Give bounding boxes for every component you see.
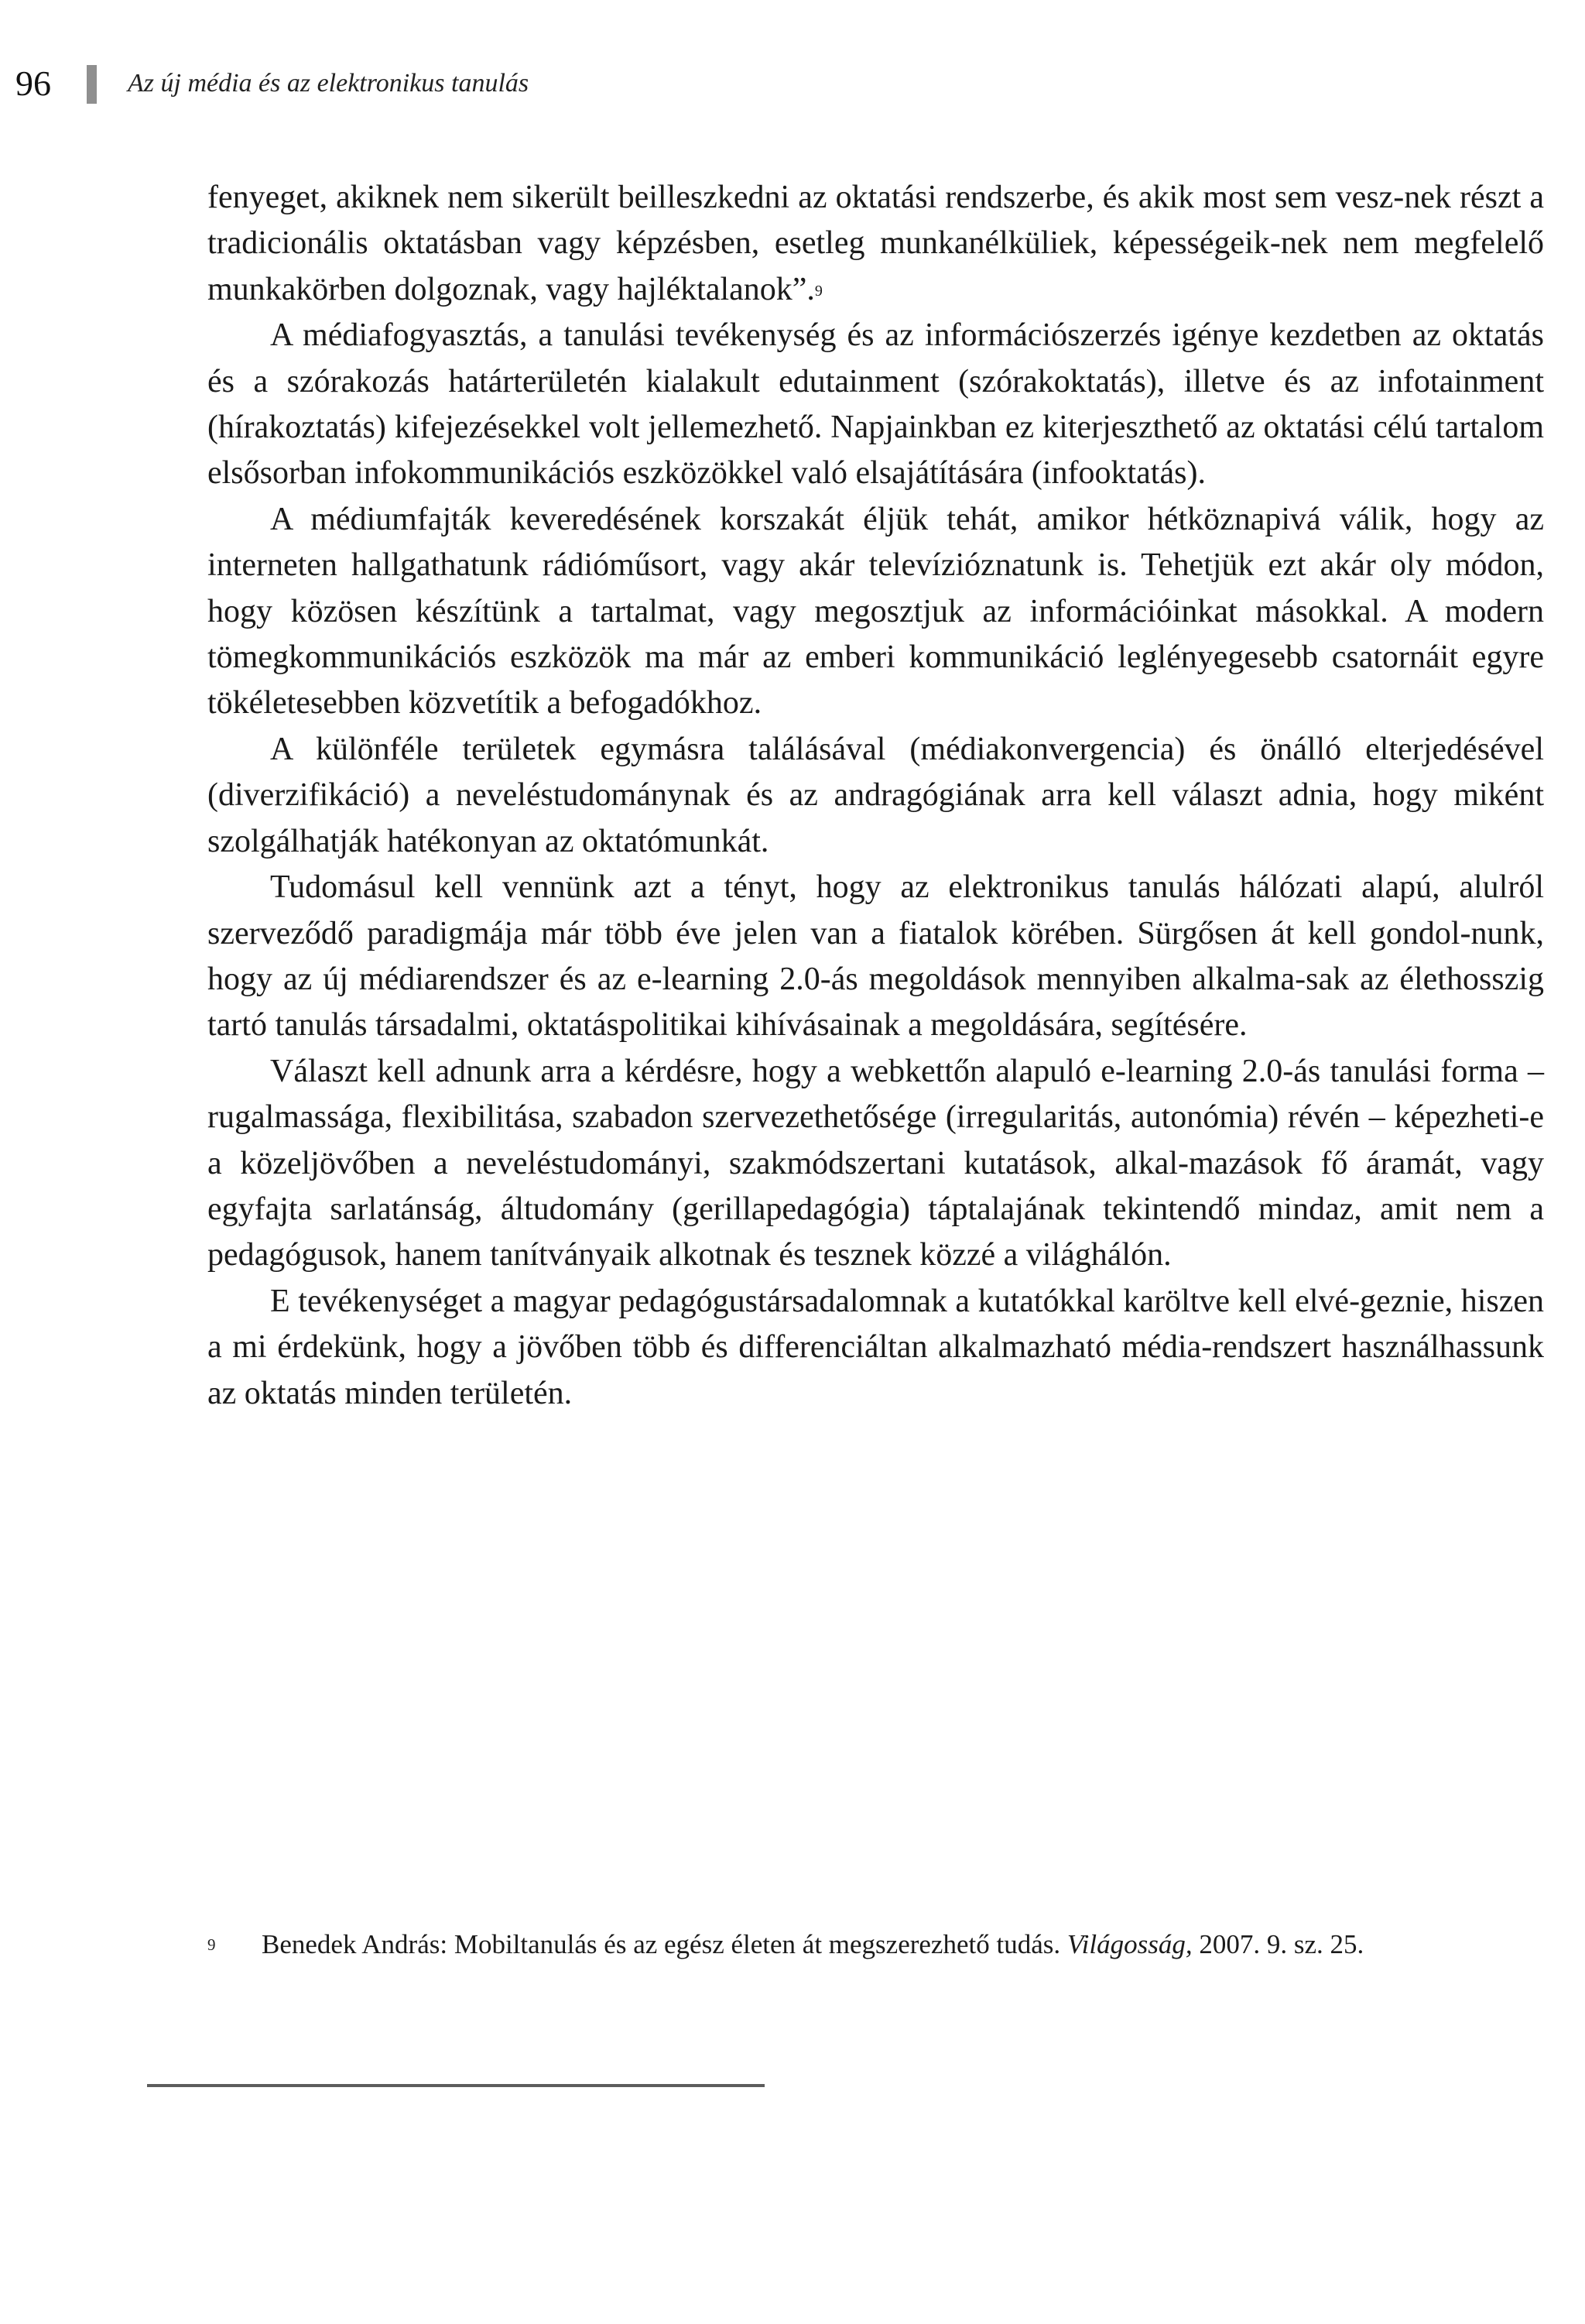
- paragraph-3: A médiumfajták keveredésének korszakát éljük tehát, amikor hétköznapivá válik, hogy az interneten hallgathatunk rádióműsort, vagy akár televízióznatunk is. Tehetjük ezt akár oly módon, hogy közösen készítünk a tartalmat, vagy megosztjuk az információinkat másokkal. A modern tömegkommunikációs eszközök ma már az emberi kommunikáció leglényegesebb csatornáit egyre tökéletesebben közvetítik a befogadókhoz.: [207, 501, 1544, 722]
- footnote-rule: [147, 2084, 765, 2087]
- body-text: [207, 175, 1544, 1417]
- footnote-number: 9: [207, 1935, 216, 1954]
- paragraph-1-text: fenyeget, akiknek nem sikerült beilleszkedni az oktatási rendszerbe, és akik most sem vesz-nek részt a tradicionális oktatásban vagy képzésben, esetleg munkanélküliek, képességeik-nek nem megfelelő munkakörben dolgoznak, vagy hajléktalanok”.: [207, 180, 1544, 307]
- paragraph-2: A médiafogyasztás, a tanulási tevékenység és az információszerzés igénye kezdetben az oktatás és a szórakozás határterületén kialakult edutainment (szórakoktatás), illetve és az infotainment (hírakoztatás) kifejezésekkel volt jellemezhető. Napjainkban ez kiterjeszthető az oktatási célú tartalom elsősorban infokommunikációs eszközökkel való elsajátítására (infooktatás).: [207, 317, 1544, 492]
- footnote-text: [262, 1925, 1364, 1964]
- paragraph-5: Tudomásul kell vennünk azt a tényt, hogy az elektronikus tanulás hálózati alapú, alulról szerveződő paradigmája már több éve jelen van a fiatalok körében. Sürgősen át kell gondol-nunk, hogy az új médiarendszer és az e-learning 2.0-ás megoldások mennyiben alkalma-sak az élethosszig tartó tanulás társadalmi, oktatáspolitikai kihívásainak a megoldására, segítésére.: [207, 869, 1544, 1044]
- footnote-journal: Világosság,: [1066, 1929, 1193, 1959]
- paragraph-1: [207, 175, 1544, 313]
- footnote-reference: 9: [814, 282, 823, 300]
- header-divider-bar: [87, 65, 97, 104]
- paragraph-7: E tevékenységet a magyar pedagógustársadalomnak a kutatókkal karöltve kell elvé-geznie, hiszen a mi érdekünk, hogy a jövőben több és differenciáltan alkalmazható média-rendszert használhassunk az oktatás minden területén.: [207, 1283, 1544, 1411]
- page-number: 96: [15, 63, 51, 103]
- footnote-citation-details: 2007. 9. sz. 25.: [1192, 1929, 1364, 1959]
- footnote-citation: Benedek András: Mobiltanulás és az egész életen át megszerezhető tudás.: [262, 1929, 1067, 1959]
- paragraph-6: Választ kell adnunk arra a kérdésre, hogy a webkettőn alapuló e-learning 2.0-ás tanulási forma – rugalmassága, flexibilitása, szabadon szervezethetősége (irregularitás, autonómia) révén – képezheti-e a közeljövőben a neveléstudományi, szakmódszertani kutatások, alkal-mazások fő áramát, vagy egyfajta sarlatánság, áltudomány (gerillapedagógia) táptalajának tekintendő mindaz, amit nem a pedagógusok, hanem tanítványaik alkotnak és tesznek közzé a világhálón.: [207, 1053, 1544, 1273]
- running-title: Az új média és az elektronikus tanulás: [128, 69, 529, 98]
- paragraph-4: A különféle területek egymásra találásával (médiakonvergencia) és önálló elterjedésével (diverzifikáció) a neveléstudománynak és az andragógiának arra kell választ adnia, hogy miként szolgálhatják hatékonyan az oktatómunkát.: [207, 731, 1544, 859]
